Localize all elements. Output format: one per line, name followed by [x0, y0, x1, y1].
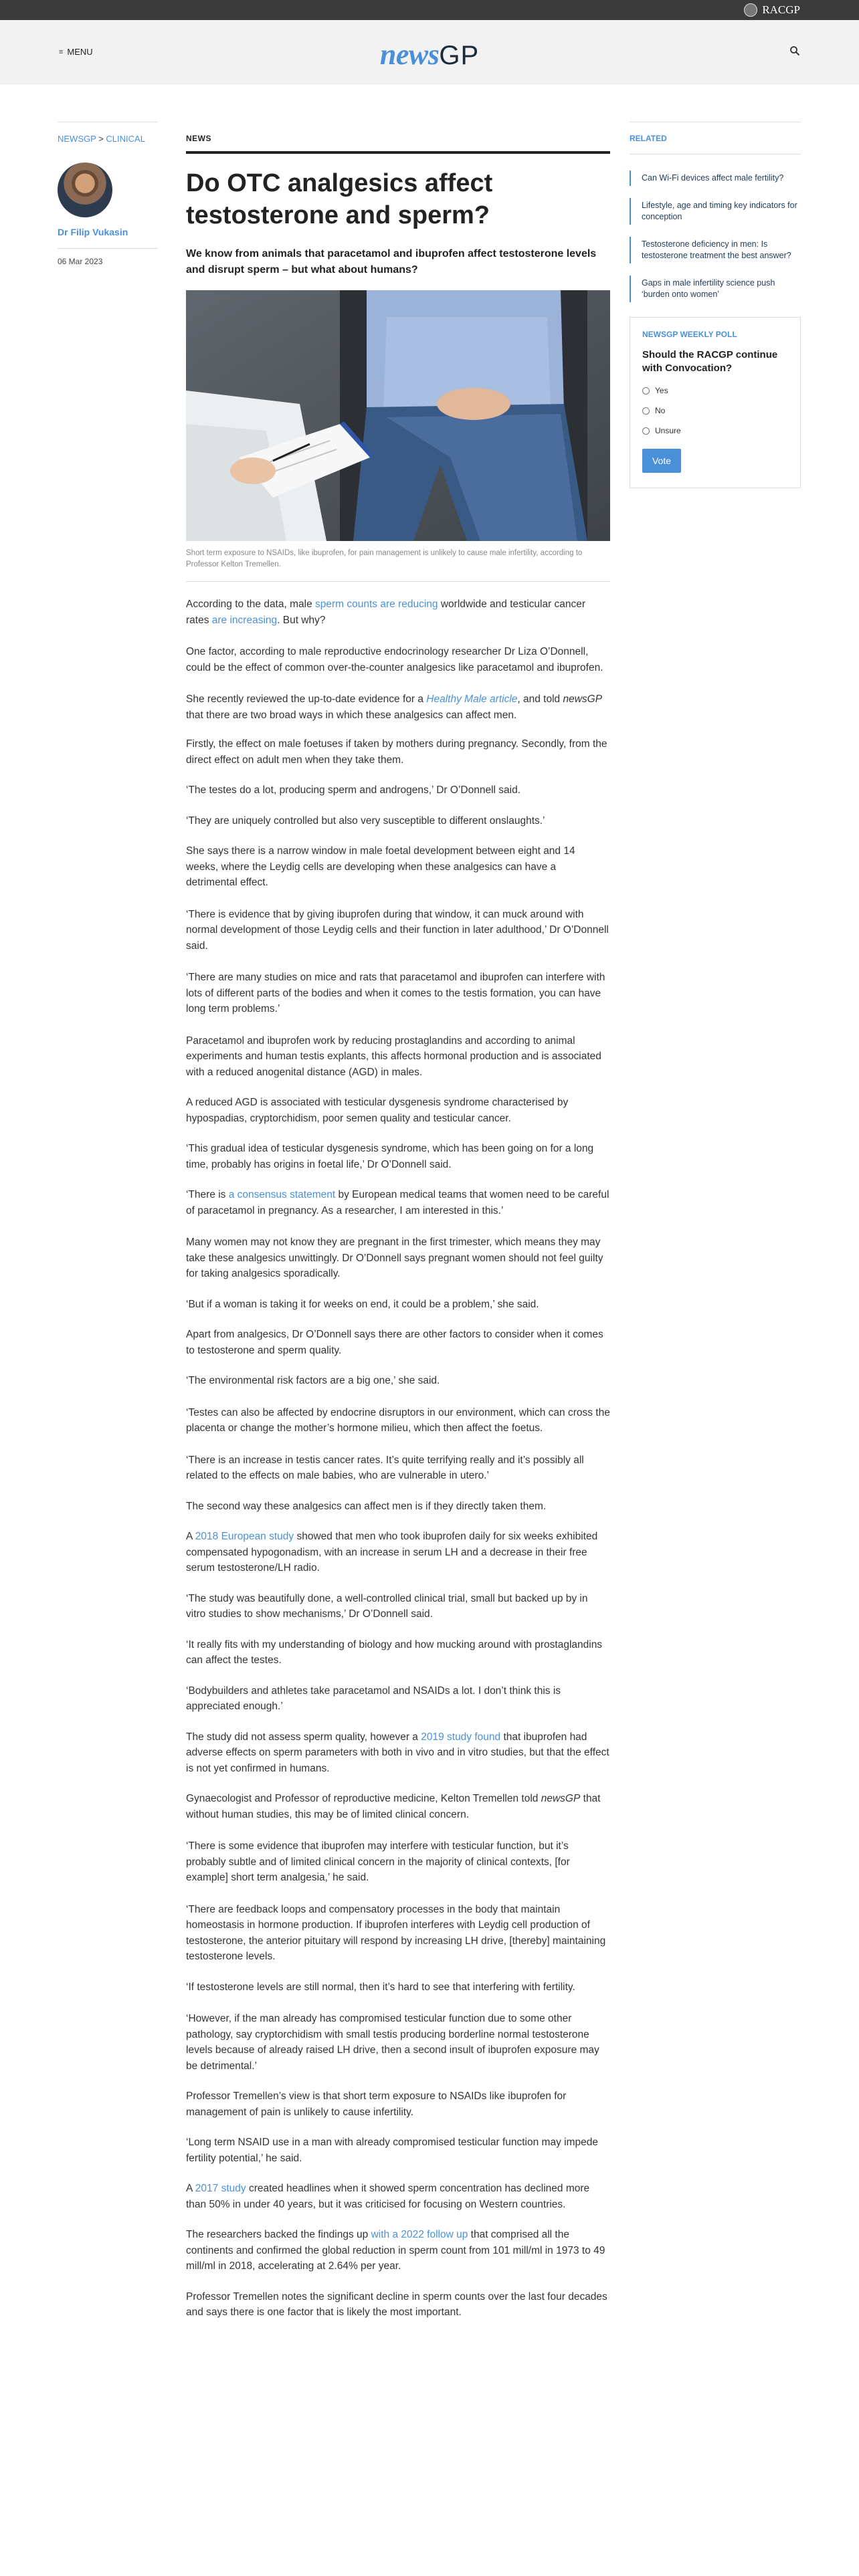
text-run: ‘There are feedback loops and compensatory processes in the body that maintain homeostasis in hormone production. If ibuprofen interferes with Leydig cell production of testosterone, the anterior pituitary will respond by increasing LH drive, [thereby] maintaining testosterone levels. — [186, 1903, 606, 1962]
text-run: A — [186, 2183, 195, 2194]
article-title: Do OTC analgesics affect testosterone and sperm? — [186, 169, 493, 229]
vote-button[interactable]: Vote — [642, 449, 681, 473]
poll-question: Should the RACGP continue with Convocation? — [642, 349, 778, 374]
poll-option-label: No — [655, 406, 666, 415]
article-subtitle: We know from animals that paracetamol and ibuprofen affect testosterone levels and disrupt sperm – but what about humans? — [186, 248, 597, 276]
text-run: One factor, according to male reproductive endocrinology researcher Dr Liza O’Donnell, could be the effect of common over-the-counter analgesics like paracetamol and ibuprofen. — [186, 646, 603, 673]
inline-link[interactable]: 2017 study — [195, 2183, 246, 2194]
article — [186, 122, 610, 2321]
author-sidebar — [58, 122, 158, 266]
text-run: ‘There is an increase in testis cancer rates. It’s quite terrifying really and it’s possibly all related to the effects on male babies, who are vulnerable in utero.’ — [186, 1454, 584, 1481]
related-list — [630, 171, 801, 302]
related-heading: RELATED — [630, 122, 801, 154]
text-run: ‘There is some evidence that ibuprofen may interfere with testicular function, but it’s probably subtle and of limited clinical concern in the majority of clinical contexts, [for example] short term analgesia,’ he said. — [186, 1840, 570, 1883]
related-item[interactable]: Lifestyle, age and timing key indicators for conception — [630, 198, 801, 225]
article-paragraph — [186, 2011, 610, 2074]
article-paragraph — [186, 597, 610, 628]
poll-label: NEWSGP WEEKLY POLL — [642, 330, 737, 339]
text-run: ‘They are uniquely controlled but also very susceptible to different onslaughts.’ — [186, 815, 545, 827]
article-paragraph — [186, 1327, 610, 1358]
article-paragraph — [186, 2088, 610, 2120]
article-paragraph — [186, 1838, 610, 1886]
text-run: that there are two broad ways in which these analgesics can affect men. — [186, 709, 517, 721]
breadcrumb-clinical[interactable]: CLINICAL — [106, 134, 145, 144]
author-avatar[interactable] — [58, 163, 112, 217]
article-paragraph — [186, 1453, 610, 1484]
racgp-brand-link[interactable] — [744, 3, 800, 17]
top-utility-bar — [0, 0, 859, 20]
inline-link[interactable]: with a 2022 follow up — [371, 2229, 468, 2240]
text-run: The researchers backed the findings up — [186, 2229, 371, 2240]
text-run: that ibuprofen had adverse effects on sperm parameters with both in vivo and in vitro studies, but that the effect is not yet confirmed in humans. — [186, 1731, 609, 1774]
racgp-seal-icon — [744, 3, 757, 17]
hamburger-icon: ≡ — [59, 47, 64, 56]
inline-link[interactable]: 2018 European study — [195, 1531, 294, 1542]
poll-option-yes[interactable] — [642, 386, 788, 395]
article-paragraph — [186, 907, 610, 954]
text-run: ‘The testes do a lot, producing sperm and androgens,’ Dr O’Donnell said. — [186, 784, 521, 796]
search-icon[interactable] — [789, 45, 800, 56]
article-paragraph — [186, 2227, 610, 2274]
poll-option-label: Yes — [655, 386, 668, 395]
related-item[interactable]: Gaps in male infertility science push ‘burden onto women’ — [630, 276, 801, 302]
related-item[interactable]: Can Wi-Fi devices affect male fertility? — [630, 171, 801, 186]
inline-link[interactable]: Healthy Male article — [426, 693, 518, 705]
author-name[interactable]: Dr Filip Vukasin — [58, 227, 128, 237]
article-paragraph — [186, 1373, 610, 1389]
article-paragraph — [186, 1529, 610, 1576]
article-paragraph — [186, 1033, 610, 1081]
breadcrumb-separator: > — [98, 134, 104, 144]
text-run: ‘This gradual idea of testicular dysgenesis syndrome, which has been going on for a long time, probably has origins in foetal life,’ Dr O’Donnell said. — [186, 1143, 594, 1170]
text-run: showed that men who took ibuprofen daily for six weeks exhibited compensated hypogonadism, with an increase in serum LH and a decrease in their free serum testosterone/LH radio. — [186, 1531, 598, 1574]
text-run: ‘Long term NSAID use in a man with already compromised testicular function may impede fertility potential,’ he said. — [186, 2137, 598, 2164]
text-run: worldwide and testicular cancer rates — [186, 599, 586, 626]
text-run: created headlines when it showed sperm concentration has declined more than 50% in under 40 years, but it was criticised for focusing on Western countries. — [186, 2183, 590, 2210]
text-run: ‘If testosterone levels are still normal, then it’s hard to see that interfering with fertility. — [186, 1981, 575, 1993]
article-paragraph — [186, 1902, 610, 1965]
article-paragraph — [186, 1499, 610, 1515]
text-run: According to the data, male — [186, 599, 316, 610]
breadcrumb-newsgp[interactable]: NEWSGP — [58, 134, 96, 144]
text-run: ‘Bodybuilders and athletes take paracetamol and NSAIDs a lot. I don’t think this is appreciated enough.’ — [186, 1685, 561, 1712]
article-paragraph — [186, 2135, 610, 2166]
article-paragraph — [186, 813, 610, 829]
radio-button[interactable] — [642, 407, 650, 415]
inline-link[interactable]: are increasing — [211, 614, 278, 626]
text-run: , and told — [517, 693, 563, 705]
text-run: Many women may not know they are pregnant in the first trimester, which means they may take these analgesics unwittingly. Dr O’Donnell says pregnant women should not feel guilty for taking analgesics sporadically. — [186, 1237, 603, 1279]
text-run: The second way these analgesics can affect men is if they directly taken them. — [186, 1500, 547, 1512]
logo-news-text: news — [379, 38, 440, 71]
article-paragraph — [186, 1095, 610, 1126]
radio-button[interactable] — [642, 387, 650, 395]
article-paragraph — [186, 1297, 610, 1313]
text-run: ‘There are many studies on mice and rats that paracetamol and ibuprofen can interfere with lots of different parts of the bodies and when it comes to the testis formation, you can have long term problems.’ — [186, 972, 605, 1014]
article-paragraph — [186, 1141, 610, 1172]
text-run: Paracetamol and ibuprofen work by reducing prostaglandins and according to animal experiments and human testis explants, this affects hormonal production and is associated with a reduced anogenital distance (AGD) in males. — [186, 1035, 601, 1078]
article-paragraph — [186, 1591, 610, 1622]
inline-link[interactable]: a consensus statement — [228, 1189, 336, 1200]
publish-date: 06 Mar 2023 — [58, 257, 103, 266]
article-paragraph — [186, 2181, 610, 2212]
weekly-poll — [630, 317, 801, 488]
text-run: Apart from analgesics, Dr O’Donnell says there are other factors to consider when it comes to testosterone and sperm quality. — [186, 1329, 603, 1356]
hero-image — [186, 290, 610, 541]
text-run: ‘There is evidence that by giving ibuprofen during that window, it can muck around with normal development of those Leydig cells and their function in later adulthood,’ Dr O’Donnell said. — [186, 908, 609, 952]
racgp-brand-text: RACGP — [762, 3, 800, 16]
text-run: that without human studies, this may be of limited clinical concern. — [186, 1793, 601, 1820]
text-run: The study did not assess sperm quality, however a — [186, 1731, 421, 1743]
author-divider — [58, 248, 158, 249]
text-run: Gynaecologist and Professor of reproductive medicine, Kelton Tremellen told — [186, 1793, 541, 1804]
text-run: ‘There is — [186, 1189, 229, 1200]
site-header — [0, 20, 859, 84]
breadcrumb — [58, 122, 158, 144]
article-paragraph — [186, 1683, 610, 1715]
text-run: ‘It really fits with my understanding of biology and how mucking around with prostaglandins can affect the testes. — [186, 1638, 603, 1666]
poll-option-unsure[interactable] — [642, 426, 788, 435]
text-run: Firstly, the effect on male foetuses if taken by mothers during pregnancy. Secondly, from the direct effect on adult men when they take them. — [186, 738, 607, 766]
text-run: She recently reviewed the up-to-date evidence for a — [186, 693, 427, 705]
logo-gp-text: GP — [439, 41, 480, 70]
italic-text: newsGP — [563, 693, 603, 705]
article-paragraph — [186, 782, 610, 798]
article-paragraph — [186, 970, 610, 1017]
inline-link[interactable]: 2019 study found — [421, 1731, 501, 1743]
article-paragraph — [186, 1405, 610, 1436]
text-run: A reduced AGD is associated with testicular dysgenesis syndrome characterised by hypospadias, cryptorchidism, poor semen quality and testicular cancer. — [186, 1097, 569, 1124]
article-paragraph — [186, 644, 610, 675]
article-paragraph — [186, 843, 610, 891]
text-run: . But why? — [277, 614, 326, 626]
text-run: Professor Tremellen’s view is that short term exposure to NSAIDs like ibuprofen for management of pain is unlikely to cause infertility. — [186, 2090, 567, 2118]
right-sidebar — [630, 122, 801, 488]
poll-option-label: Unsure — [655, 426, 681, 435]
text-run: that comprised all the continents and confirmed the global reduction in sperm count from 101 mill/ml in 1973 to 49 mill/ml in 2018, accelerating at 2.64% per year. — [186, 2229, 605, 2272]
newsgp-logo[interactable] — [0, 37, 859, 72]
text-run: ‘Testes can also be affected by endocrine disruptors in our environment, which can cross the placenta or change the mother’s hormone milieu, which then affect the foetus. — [186, 1406, 610, 1434]
menu-label: MENU — [67, 47, 93, 57]
article-paragraph — [186, 1637, 610, 1669]
article-paragraph — [186, 1235, 610, 1282]
article-paragraph — [186, 691, 610, 723]
article-paragraph — [186, 736, 610, 768]
article-paragraph — [186, 1729, 610, 1777]
article-paragraph — [186, 2289, 610, 2321]
text-run: by European medical teams that women need to be careful of paracetamol in pregnancy. As a researcher, I am interested in this.’ — [186, 1189, 609, 1216]
italic-text: newsGP — [541, 1793, 581, 1804]
inline-link[interactable]: sperm counts are reducing — [315, 599, 438, 610]
article-body — [186, 597, 610, 2321]
article-paragraph — [186, 1791, 610, 1822]
article-paragraph — [186, 1187, 610, 1218]
text-run: Professor Tremellen notes the significant decline in sperm counts over the last four decades and says there is one factor that is likely the most important. — [186, 2290, 607, 2318]
article-paragraph — [186, 1979, 610, 1996]
text-run: ‘However, if the man already has compromised testicular function due to some other pathology, say cryptorchidism with small testis producing borderline normal testosterone levels because of already raised LH drive, then a second insult of ibuprofen exposure may be detrimental.’ — [186, 2013, 599, 2072]
text-run: A — [186, 1531, 195, 1542]
text-run: ‘But if a woman is taking it for weeks on end, it could be a problem,’ she said. — [186, 1298, 539, 1310]
text-run: ‘The environmental risk factors are a big one,’ she said. — [186, 1375, 440, 1386]
radio-button[interactable] — [642, 427, 650, 435]
poll-option-no[interactable] — [642, 406, 788, 415]
section-label: NEWS — [186, 122, 610, 154]
hero-caption: Short term exposure to NSAIDs, like ibuprofen, for pain management is unlikely to cause male infertility, according to Professor Kelton Tremellen. — [186, 548, 610, 582]
text-run: She says there is a narrow window in male foetal development between eight and 14 weeks, where the Leydig cells are developing when these analgesics can have a detrimental effect. — [186, 845, 575, 888]
text-run: ‘The study was beautifully done, a well-controlled clinical trial, small but backed up by in vitro studies to show mechanisms,’ Dr O’Donnell said. — [186, 1592, 588, 1620]
related-item[interactable]: Testosterone deficiency in men: Is testosterone treatment the best answer? — [630, 237, 801, 263]
